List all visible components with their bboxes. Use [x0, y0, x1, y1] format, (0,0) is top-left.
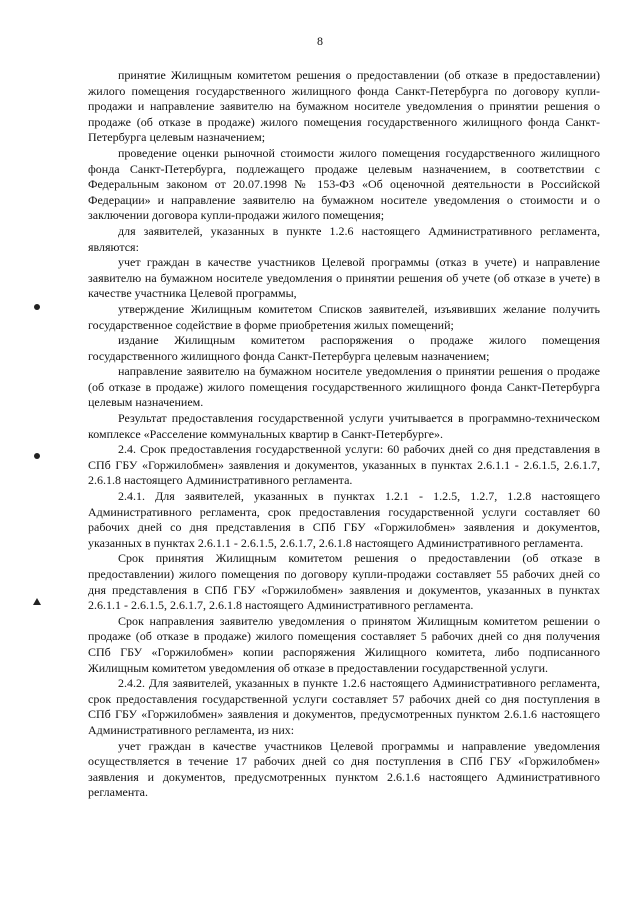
- paragraph: учет граждан в качестве участников Целевой программы и направление уведомления осуществляется в течение 17 рабочих дней со дня поступления в СПб ГБУ «Горжилобмен» заявления и документов, предусмотренных пунктом 2.6.1.6 настоящего Административного регламента.: [88, 738, 600, 800]
- paragraph: издание Жилищным комитетом распоряжения о продаже жилого помещения государственного жилищного фонда Санкт-Петербурга целевым назначением;: [88, 333, 600, 363]
- paragraph: принятие Жилищным комитетом решения о предоставлении (об отказе в предоставлении) жилого помещения государственного жилищного фонда Санкт-Петербурга по договору купли-продажи и направление заявителю на бумажном носителе уведомления о принятии решения о продаже (об отказе в продаже) жилого помещения государственного жилищного фонда Санкт-Петербурга целевым назначением;: [88, 68, 600, 145]
- paragraph: 2.4.2. Для заявителей, указанных в пункте 1.2.6 настоящего Административного регламента, срок предоставления государственной услуги составляет 57 рабочих дней со дня поступления в СПб ГБУ «Горжилобмен» заявления и документов, предусмотренных пунктом 2.6.1.6 настоящего Административного регламента, из них:: [88, 676, 600, 737]
- scan-mark: [34, 304, 40, 310]
- scan-mark: [34, 453, 40, 459]
- paragraph: 2.4. Срок предоставления государственной услуги: 60 рабочих дней со дня представления в СПб ГБУ «Горжилобмен» заявления и документов, указанных в пунктах 2.6.1.1 - 2.6.1.5, 2.6.1.7, 2.6.1.8 настоящего Административного регламента.: [88, 442, 600, 488]
- paragraph: Срок направления заявителю уведомления о принятом Жилищным комитетом решении о продаже (об отказе в продаже) жилого помещения составляет 5 рабочих дней со дня получения СПб ГБУ «Горжилобмен» копии распоряжения Жилищного комитета, либо подписанного Жилищным комитетом уведомления об отказе в предоставлении государственной услуги.: [88, 613, 600, 675]
- paragraph: 2.4.1. Для заявителей, указанных в пунктах 1.2.1 - 1.2.5, 1.2.7, 1.2.8 настоящего Административного регламента, срок предоставления государственной услуги составляет 60 рабочих дней со дня представления в СПб ГБУ «Горжилобмен» заявления и документов, указанных в пунктах 2.6.1.1 - 2.6.1.5, 2.6.1.7, 2.6.1.8 настоящего Административного регламента.: [88, 489, 600, 550]
- paragraph: утверждение Жилищным комитетом Списков заявителей, изъявивших желание получить государственное содействие в форме приобретения жилых помещений;: [88, 301, 600, 332]
- paragraph: Результат предоставления государственной услуги учитывается в программно-техническом комплексе «Расселение коммунальных квартир в Санкт-Петербурге».: [88, 411, 600, 441]
- paragraph: учет граждан в качестве участников Целевой программы (отказ в учете) и направление заявителю на бумажном носителе уведомления о принятии решения об учете (об отказе в учете) в качестве участника Целевой программы,: [88, 255, 600, 301]
- paragraph: проведение оценки рыночной стоимости жилого помещения государственного жилищного фонда Санкт-Петербурга, подлежащего продаже целевым назначением, в соответствии с Федеральным законом от 20.07.1998 № 153-ФЗ «Об оценочной деятельности в Российской Федерации» и направление заявителю на бумажном носителе уведомления о стоимости и о заключении договора купли-продажи жилого помещения;: [88, 145, 600, 223]
- document-body: [88, 68, 600, 801]
- page-number: 8: [317, 34, 323, 48]
- paragraph: направление заявителю на бумажном носителе уведомления о принятии решения о продаже (об отказе в продаже) жилого помещения государственного жилищного фонда Санкт-Петербурга целевым назначением.: [88, 364, 600, 410]
- paragraph: для заявителей, указанных в пункте 1.2.6 настоящего Административного регламента, являются:: [88, 223, 600, 254]
- scan-mark: [33, 598, 41, 605]
- paragraph: Срок принятия Жилищным комитетом решения о предоставлении (об отказе в предоставлении) жилого помещения по договору купли-продажи составляет 55 рабочих дней со дня представления в СПб ГБУ «Горжилобмен» заявления и документов, указанных в пунктах 2.6.1.1 - 2.6.1.5, 2.6.1.7, 2.6.1.8 настоящего Административного регламента.: [88, 551, 600, 613]
